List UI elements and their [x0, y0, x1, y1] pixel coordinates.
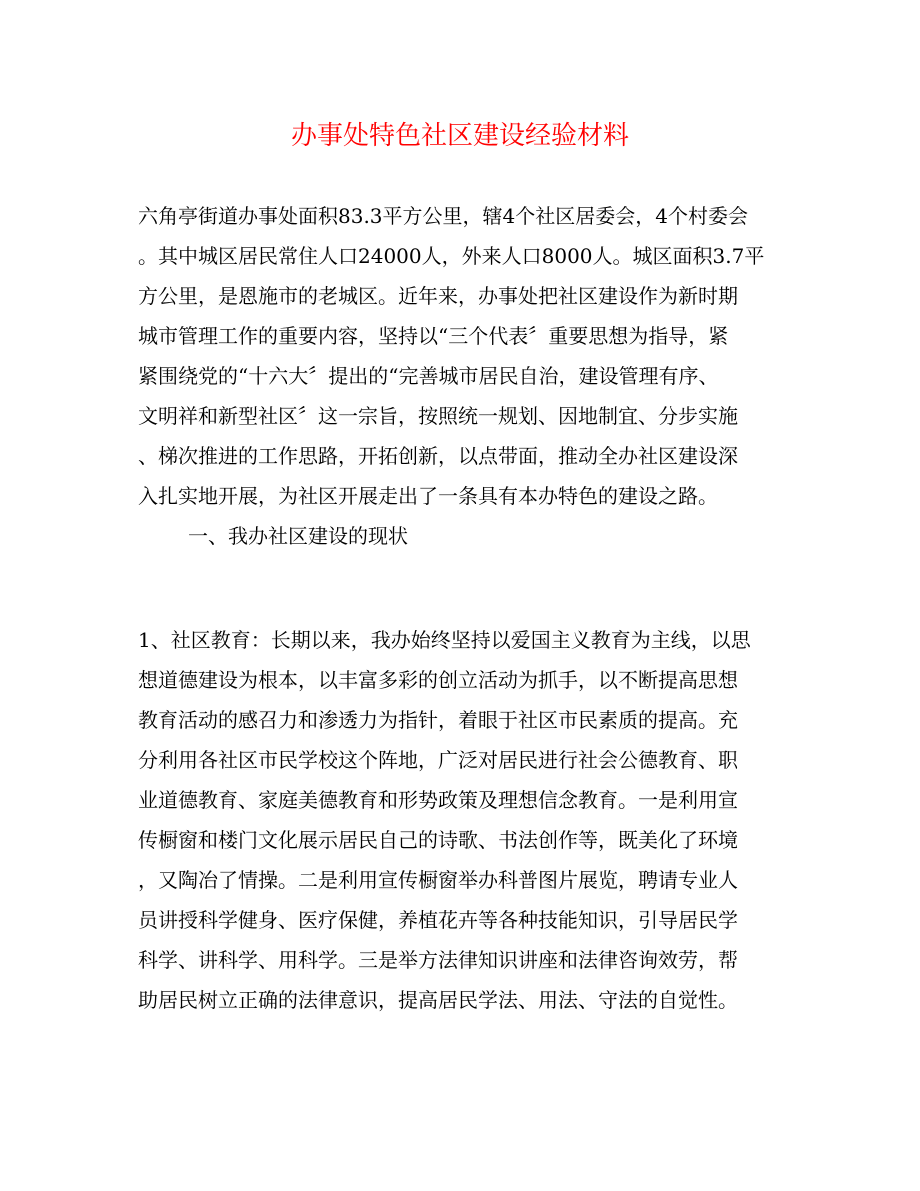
paragraph-1-line: 入扎实地开展，为社区开展走出了一条具有本办特色的建设之路。 — [138, 484, 718, 508]
paragraph-1 — [138, 196, 788, 556]
paragraph-2-line: 想道德建设为根本，以丰富多彩的创立活动为抓手，以不断提高思想 — [138, 668, 738, 692]
paragraph-2-line: 1、社区教育：长期以来，我办始终坚持以爱国主义教育为主线，以思 — [138, 628, 751, 652]
section-heading: 一、我办社区建设的现状 — [188, 524, 408, 548]
paragraph-2-line: 传橱窗和楼门文化展示居民自己的诗歌、书法创作等，既美化了环境 — [138, 828, 738, 852]
paragraph-1-line: 城市管理工作的重要内容，坚持以“三个代表〞重要思想为指导，紧 — [138, 324, 729, 348]
paragraph-1-line: 文明祥和新型社区〞这一宗旨，按照统一规划、因地制宜、分步实施 — [138, 404, 738, 428]
paragraph-2-line: 助居民树立正确的法律意识，提高居民学法、用法、守法的自觉性。 — [138, 988, 738, 1012]
paragraph-2 — [138, 620, 788, 1020]
paragraph-1-line: 、梯次推进的工作思路，开拓创新，以点带面，推动全办社区建设深 — [138, 444, 738, 468]
paragraph-1-line: 。其中城区居民常住人口24000人，外来人口8000人。城区面积3.7平 — [138, 244, 765, 268]
paragraph-2-line: ，又陶冶了情操。二是利用宣传橱窗举办科普图片展览，聘请专业人 — [138, 868, 738, 892]
paragraph-2-line: 科学、讲科学、用科学。三是举方法律知识讲座和法律咨询效劳，帮 — [138, 948, 738, 972]
document-title: 办事处特色社区建设经验材料 — [290, 121, 629, 151]
paragraph-2-line: 分利用各社区市民学校这个阵地，广泛对居民进行社会公德教育、职 — [138, 748, 738, 772]
paragraph-1-line: 六角亭街道办事处面积83.3平方公里，辖4个社区居委会，4个村委会 — [138, 204, 748, 228]
paragraph-2-line: 业道德教育、家庭美德教育和形势政策及理想信念教育。一是利用宣 — [138, 788, 738, 812]
paragraph-1-line: 紧围绕党的“十六大〞提出的“完善城市居民自治，建设管理有序、 — [138, 364, 719, 388]
paragraph-2-line: 员讲授科学健身、医疗保健，养植花卉等各种技能知识，引导居民学 — [138, 908, 738, 932]
paragraph-1-line: 方公里，是恩施市的老城区。近年来，办事处把社区建设作为新时期 — [138, 284, 738, 308]
paragraph-2-line: 教育活动的感召力和渗透力为指针，着眼于社区市民素质的提高。充 — [138, 708, 738, 732]
